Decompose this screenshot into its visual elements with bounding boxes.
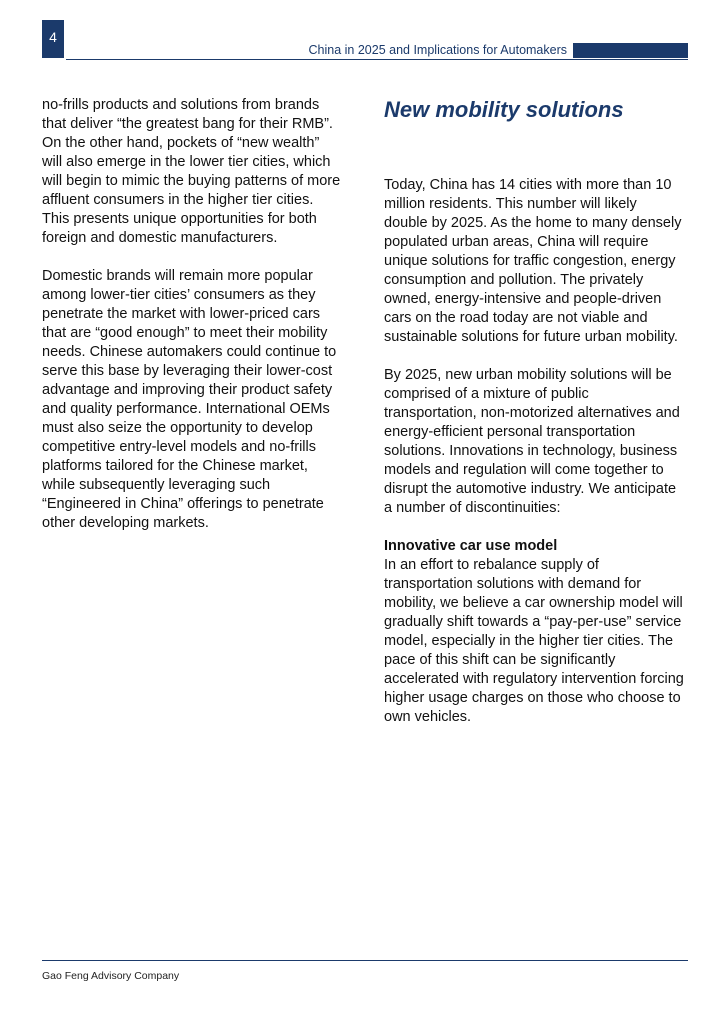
right-paragraph-3-block [384, 537, 684, 727]
right-column [384, 96, 684, 746]
section-title: New mobility solutions [384, 97, 624, 122]
left-column [42, 96, 342, 552]
left-paragraph-1: no-frills products and solutions from brands that deliver “the greatest bang for their RMB”. On the other hand, pockets of “new wealth” will also emerge in the lower tier cities, which will begin to mimic the buying patterns of more affluent consumers in the higher tier cities. This presents unique opportunities for both foreign and domestic manufacturers. [42, 97, 341, 246]
header-accent-bar [573, 43, 688, 58]
right-paragraph-1: Today, China has 14 cities with more than 10 million residents. This number will likely double by 2025. As the home to many densely populated urban areas, China will require unique solutions for traffic congestion, energy consumption and pollution. The privately owned, energy-intensive and people-driven cars on the road today are not viable and sustainable solutions for future urban mobility. [384, 177, 682, 345]
footer-rule [42, 960, 688, 961]
subheading-car-use-model: Innovative car use model [384, 538, 558, 554]
page-number: 4 [42, 20, 64, 58]
right-paragraph-2: By 2025, new urban mobility solutions will be comprised of a mixture of public transportation, non-motorized alternatives and energy-efficient personal transportation solutions. Innovations in technology, business models and regulation will come together to disrupt the automotive industry. We anticipate a number of discontinuities: [384, 367, 680, 516]
header-rule [66, 59, 688, 60]
running-header-title: China in 2025 and Implications for Automakers [308, 43, 567, 57]
right-paragraph-3: In an effort to rebalance supply of transportation solutions with demand for mobility, we believe a car ownership model will gradually shift towards a “pay-per-use” service model, especially in the higher tier cities. The pace of this shift can be significantly accelerated with regulatory intervention forcing higher usage charges on those who choose to own vehicles. [384, 557, 684, 725]
footer-company: Gao Feng Advisory Company [42, 970, 180, 982]
left-paragraph-2: Domestic brands will remain more popular among lower-tier cities’ consumers as they penetrate the market with lower-priced cars that are “good enough” to meet their mobility needs. Chinese automakers could continue to serve this base by leveraging their lower-cost advantage and improving their product safety and quality performance. International OEMs must also seize the opportunity to develop competitive entry-level models and no-frills platforms tailored for the Chinese market, while subsequently leveraging such “Engineered in China” offerings to penetrate other developing markets. [42, 268, 337, 531]
